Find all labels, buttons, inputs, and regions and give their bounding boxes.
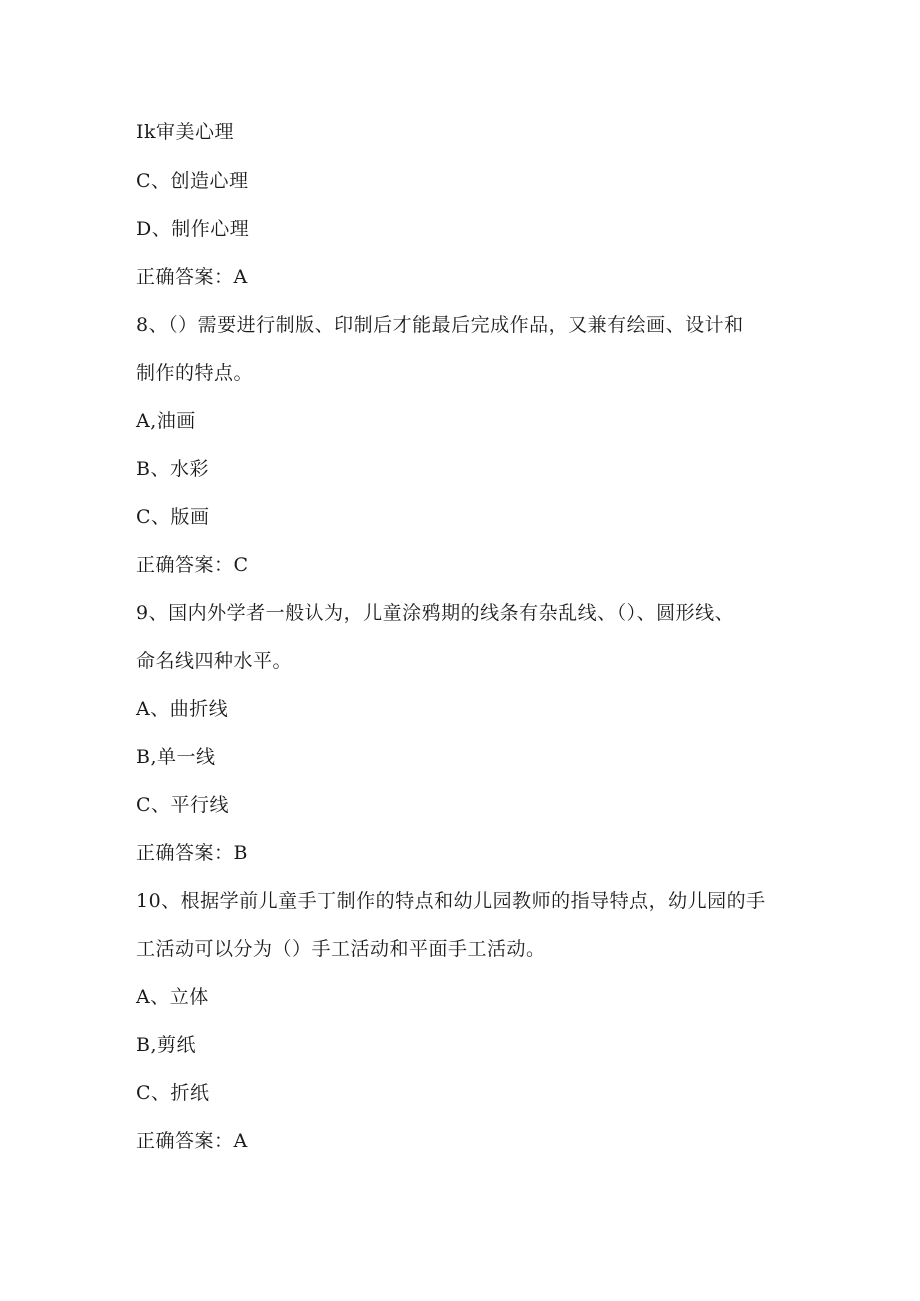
question-10-line-1: 10、根据学前儿童手丁制作的特点和幼儿园教师的指导特点，幼儿园的手 (136, 890, 766, 912)
answer-q10: 正确答案：A (136, 1130, 248, 1152)
option-c-q9: C、平行线 (136, 794, 230, 816)
option-b-q10: B,剪纸 (136, 1034, 197, 1056)
answer-q7: 正确答案：A (136, 266, 248, 288)
question-10-line-2: 工活动可以分为（）手工活动和平面手工活动。 (136, 938, 546, 960)
option-c-q8: C、版画 (136, 506, 210, 528)
option-b-q7: Ik审美心理 (136, 121, 235, 143)
option-a-q9: A、曲折线 (136, 698, 229, 720)
option-c-q10: C、折纸 (136, 1082, 210, 1104)
question-9-line-1: 9、国内外学者一般认为，儿童涂鸦期的线条有杂乱线、（）、圆形线、 (136, 602, 735, 624)
option-d-q7: D、制作心理 (136, 218, 250, 240)
question-9-line-2: 命名线四种水平。 (136, 650, 293, 672)
option-a-q10: A、立体 (136, 986, 209, 1008)
answer-q9: 正确答案：B (136, 842, 248, 864)
answer-q8: 正确答案：C (136, 554, 249, 576)
question-8-line-2: 制作的特点。 (136, 362, 254, 384)
option-c-q7: C、创造心理 (136, 170, 249, 192)
option-b-q9: B,单一线 (136, 746, 216, 768)
option-b-q8: B、水彩 (136, 458, 209, 480)
option-a-q8: A,油画 (136, 410, 196, 432)
question-8-line-1: 8、（）需要进行制版、印制后才能最后完成作品，又兼有绘画、设计和 (136, 314, 744, 336)
